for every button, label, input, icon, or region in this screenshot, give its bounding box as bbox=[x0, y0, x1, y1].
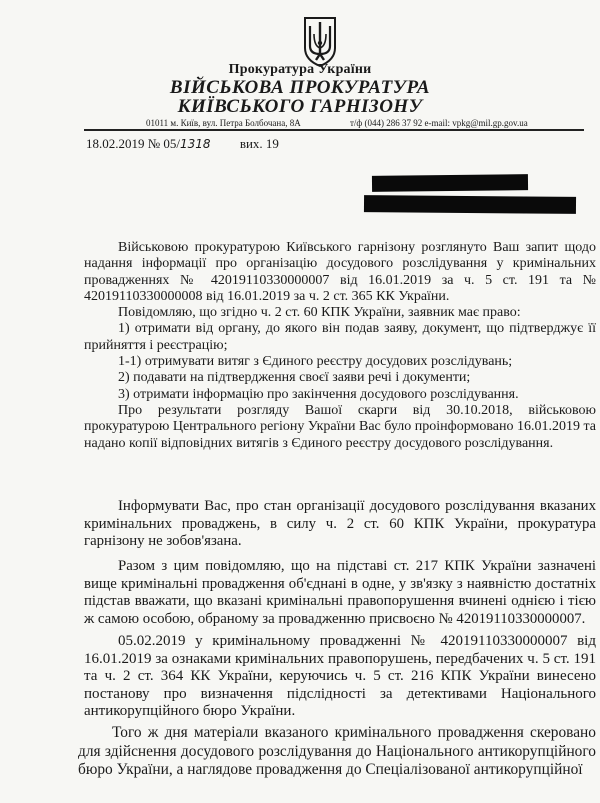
coat-of-arms-trident-icon bbox=[302, 16, 338, 68]
letter-body-part2 bbox=[84, 498, 596, 551]
paragraph: Разом з цим повідомляю, що на підставі ст. 217 КПК України зазначені вище кримінальні провадження об'єднані в одне, у зв'язку з наявністю достатніх підстав вважати, що вказані кримінальні правопорушення вчинені однією і тією ж самою особою, обраному за провадженню присвоєно № 42019110330000007. bbox=[84, 558, 596, 627]
letter-body-part1 bbox=[84, 240, 596, 452]
registration-number-prefix: № 05/ bbox=[147, 136, 181, 151]
list-item: 1-1) отримувати витяг з Єдиного реєстру досудових розслідувань; bbox=[118, 354, 513, 370]
list-item: 3) отримати інформацію про закінчення досудового розслідування. bbox=[118, 386, 519, 402]
paragraph: Військовою прокуратурою Київського гарнізону розглянуто Ваш запит щодо надання інформації про організацію досудового розслідування у кримінальних провадженнях № 42019110330000007 від 16.01.2019 за ч. 5 ст. 191 та № 42019110330000008 від 16.01.2019 за ч. 2 ст. 365 КК України. bbox=[84, 240, 596, 304]
letter-body-part5 bbox=[78, 724, 596, 780]
registration-date: 18.02.2019 bbox=[86, 136, 145, 151]
letter-body-part3 bbox=[84, 558, 596, 628]
redaction-bar bbox=[364, 195, 576, 214]
paragraph: 1) отримати від органу, до якого він подав заяву, документ, що підтверджує її прийняття і реєстрацію; bbox=[84, 321, 596, 353]
outgoing-number: вих. 19 bbox=[239, 136, 279, 151]
org-line-military-prosecutor: ВІЙСЬКОВА ПРОКУРАТУРА bbox=[169, 77, 431, 98]
registration-line bbox=[86, 136, 279, 152]
office-contacts: т/ф (044) 286 37 92 е-mail: vpkg@mil.gp.gov.ua bbox=[350, 118, 528, 128]
redaction-bar bbox=[372, 174, 528, 192]
header-divider bbox=[84, 129, 584, 131]
paragraph: Повідомляю, що згідно ч. 2 ст. 60 КПК України, заявник має право: bbox=[118, 305, 521, 321]
paragraph: 05.02.2019 у кримінальному провадженні № 42019110330000007 від 16.01.2019 за ознаками кримінальних правопорушень, передбачених ч. 5 ст. 191 та ч. 2 ст. 364 КК України, керуючись ч. 5 ст. 216 КПК України винесено постанову про визначення підслідності за детективами Національного антикорупційного бюро України. bbox=[84, 633, 596, 719]
paragraph: Про результати розгляду Вашої скарги від 30.10.2018, військовою прокуратурою Центрального регіону України Вас було проінформовано 16.01.2019 та надано копії відповідних витягів з Єдиного реєстру досудового розслідування. bbox=[84, 402, 596, 451]
office-address: 01011 м. Київ, вул. Петра Болбочана, 8А bbox=[146, 118, 301, 128]
letter-body-part4 bbox=[84, 633, 596, 721]
registration-number-handwritten: 1318 bbox=[180, 137, 211, 151]
paragraph: Того ж дня матеріали вказаного кримінального провадження скеровано для здійснення досудового розслідування до Національного антикорупційного бюро України, а наглядове провадження до Спеціалізованої антикорупційної bbox=[78, 724, 596, 778]
paragraph: Інформувати Вас, про стан організації досудового розслідування вказаних кримінальних проваджень, в силу ч. 2 ст. 60 КПК України, прокуратура гарнізону не зобов'язана. bbox=[84, 498, 596, 549]
list-item: 2) подавати на підтвердження своєї заяви речі і документи; bbox=[118, 370, 471, 386]
org-line-prosecutor-general: Прокуратура України bbox=[228, 62, 372, 77]
org-line-kyiv-garrison: КИЇВСЬКОГО ГАРНІЗОНУ bbox=[177, 96, 423, 117]
